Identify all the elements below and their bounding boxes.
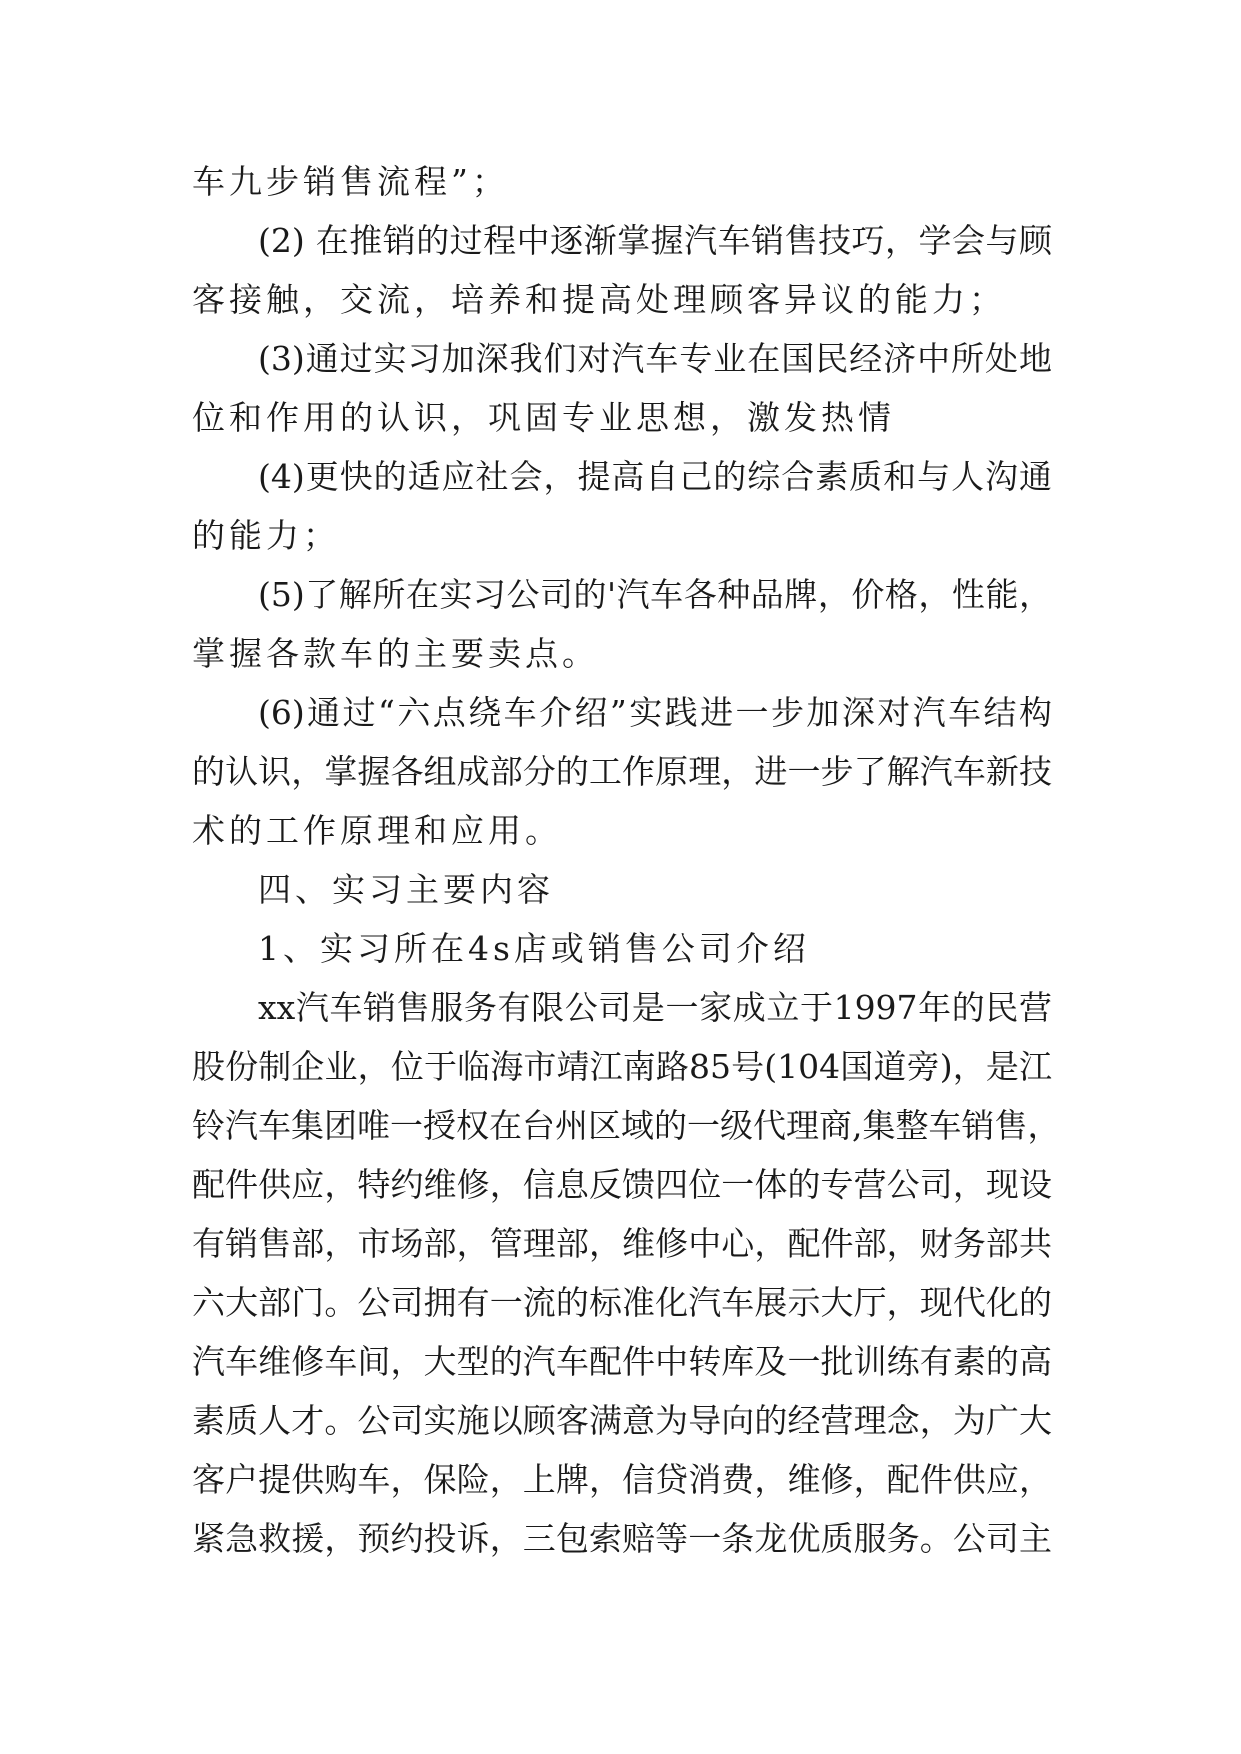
text-line-12: 术的工作原理和应用。 xyxy=(192,811,562,850)
text-line-9: 掌握各款车的主要卖点。 xyxy=(192,634,599,673)
document-body xyxy=(192,152,1061,1568)
text-line-3: 客接触，交流，培养和提高处理顾客异议的能力； xyxy=(192,280,1006,319)
text-line-2: (2) 在推销的过程中逐渐掌握汽车销售技巧，学会与顾 xyxy=(258,221,1052,260)
text-line-10: (6)通过“六点绕车介绍”实践进一步加深对汽车结构 xyxy=(258,693,1052,732)
text-line-11: 的认识，掌握各组成部分的工作原理，进一步了解汽车新技 xyxy=(192,752,1052,791)
text-line-19: 有销售部，市场部，管理部，维修中心，配件部，财务部共 xyxy=(192,1224,1052,1263)
subsection-heading: 1、实习所在4s店或销售公司介绍 xyxy=(258,929,810,968)
text-line-5: 位和作用的认识，巩固专业思想，激发热情 xyxy=(192,398,895,437)
text-line-4: (3)通过实习加深我们对汽车专业在国民经济中所处地 xyxy=(258,339,1052,378)
text-line-24: 紧急救援，预约投诉，三包索赔等一条龙优质服务。公司主 xyxy=(192,1519,1052,1558)
text-line-7: 的能力； xyxy=(192,516,340,555)
text-line-17: 铃汽车集团唯一授权在台州区域的一级代理商,集整车销售， xyxy=(192,1106,1061,1145)
text-line-8: (5)了解所在实习公司的'汽车各种品牌，价格，性能， xyxy=(258,575,1052,614)
text-line-23: 客户提供购车，保险，上牌，信贷消费，维修，配件供应， xyxy=(192,1460,1052,1499)
text-line-16: 股份制企业，位于临海市靖江南路85号(104国道旁)，是江 xyxy=(192,1047,1052,1086)
text-line-1: 车九步销售流程”； xyxy=(192,162,509,201)
text-line-18: 配件供应，特约维修，信息反馈四位一体的专营公司，现设 xyxy=(192,1165,1052,1204)
text-line-22: 素质人才。公司实施以顾客满意为导向的经营理念，为广大 xyxy=(192,1401,1052,1440)
section-heading: 四、实习主要内容 xyxy=(258,870,554,909)
text-line-20: 六大部门。公司拥有一流的标准化汽车展示大厅，现代化的 xyxy=(192,1283,1052,1322)
text-line-15: xx汽车销售服务有限公司是一家成立于1997年的民营 xyxy=(258,988,1052,1027)
text-line-21: 汽车维修车间，大型的汽车配件中转库及一批训练有素的高 xyxy=(192,1342,1052,1381)
text-line-6: (4)更快的适应社会，提高自己的综合素质和与人沟通 xyxy=(258,457,1052,496)
